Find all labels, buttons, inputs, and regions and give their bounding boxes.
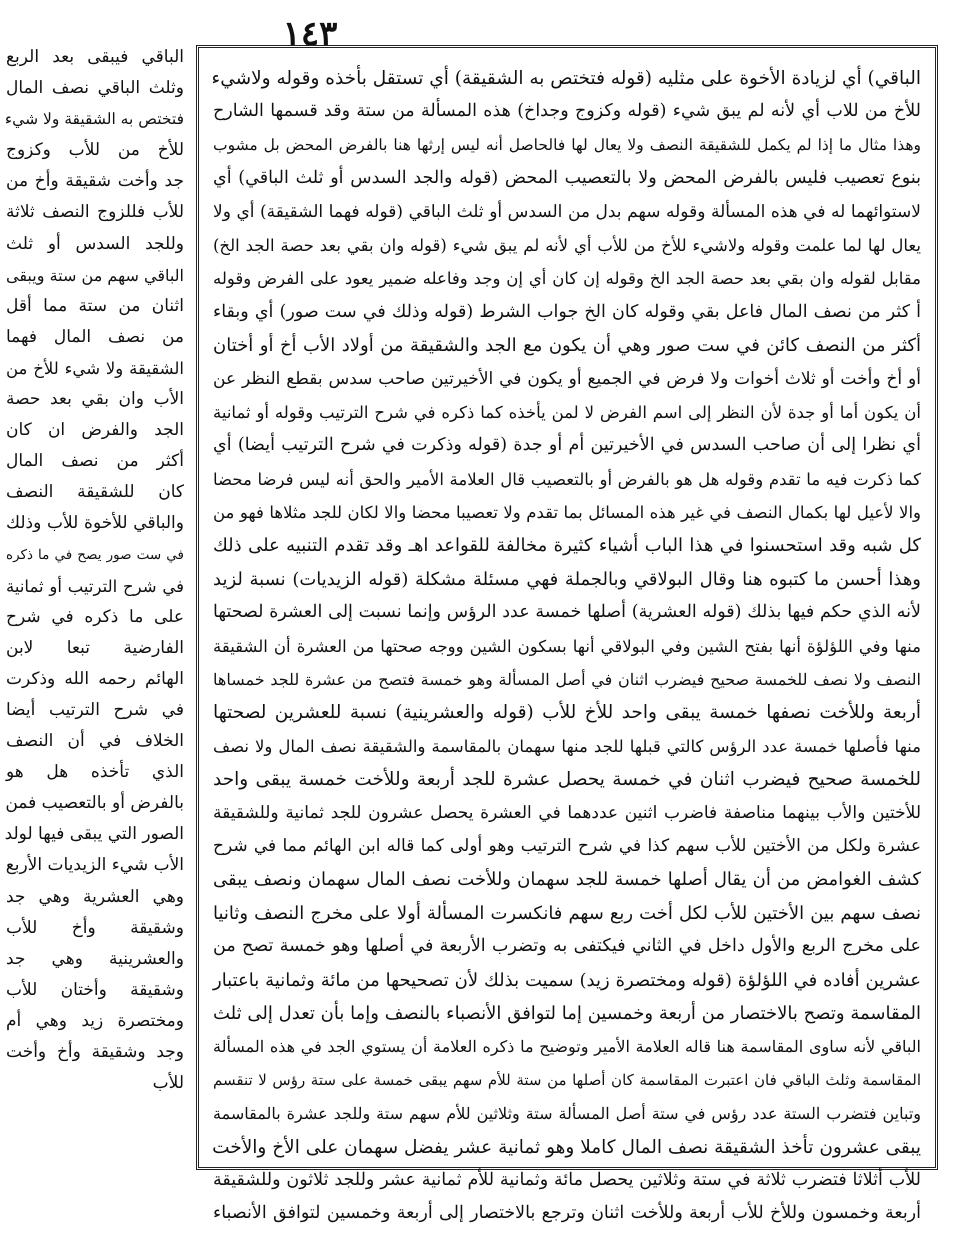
main-text-line: للأخ من للاب أي لأنه لم يبق شيء (قوله وكزوج وجداخ) هذه المسألة من ستة وقد قسمها الشارح [213, 101, 921, 122]
main-text-frame [196, 45, 938, 1224]
margin-text-line: بالفرض أو بالتعصيب فمن [5, 793, 184, 814]
main-text-line: على مخرج الربع والأول داخل في الثاني فيكتفى به وتضرب الأربعة في أصلها وهو خمسة تصح من [213, 936, 921, 957]
main-text-line: كل شبه وقد استحسنوا في هذا الباب أشياء كثيرة مخالفة للقواعد اهـ وقد تقدم التنبيه على ذلك [213, 535, 921, 557]
main-text-line: الباقي لأنه ساوى المقاسمة هنا قاله العلامة الأمير وتوضيح ما ذكره العلامة أن يستوي الجد في هذه المسألة [213, 1037, 921, 1057]
margin-text-line: والعشرينية وهي جد [6, 948, 184, 969]
margin-text-line: ومختصرة زيد وهي أم [6, 1010, 184, 1031]
main-text-line: المقاسمة وثلث الباقي فان اعتبرت المقاسمة كان أصلها من ستة للأم سهم يبقى خمسة على ستة رؤس لا تنقسم [213, 1070, 921, 1089]
main-text-line: مقابل لقوله وان بقي بعد حصة الجد الخ وقوله إن كان أي إن وجد وفاعله ضمير يعود على الفرض وقوله [213, 269, 921, 289]
margin-text-line: الأب وان بقي بعد حصة [6, 389, 184, 410]
margin-text-line: وثلث الباقي نصف المال [6, 78, 184, 99]
margin-text-line: الجد والفرض ان كان [6, 420, 184, 441]
main-text-line: وهذا أحسن ما كتبوه هنا وقال البولاقي وبالجملة فهي مسئلة مشكلة (قوله الزيديات) نسبة لزيد [213, 568, 921, 590]
margin-text-line: من نصف المال فهما [6, 326, 184, 347]
main-text-line: أي نظرا إلى أن صاحب السدس في الأخيرتين أم أو جدة (قوله وذكرت في شرح الترتيب أيضا) أي [213, 435, 921, 456]
main-text-line: عشرة ولكل من الأختين للأب سهم كذا في شرح الترتيب وهو أولى كما قاله ابن الهائم مما في شرح [213, 835, 921, 856]
margin-text-line: الفارضية تبعا لابن [6, 637, 184, 658]
margin-text-line: جد وأخت شقيقة وأخ من [6, 171, 184, 192]
margin-text-line: الهائم رحمه الله وذكرت [6, 668, 184, 689]
main-text-line: أكثر من النصف كائن في ست صور وهي أن يكون مع الجد والشقيقة من أولاد الأب أخ أو أختان [213, 335, 921, 357]
main-text-line: النصف ولا نصف للخمسة صحيح فيضرب اثنان في أصل المسألة وهو خمسة فتصح من عشرة للجد خمساها [213, 670, 921, 690]
margin-text-line: وهي العشرية وهي جد [6, 886, 184, 907]
margin-text-line: الشقيقة ولا شيء للأخ من [6, 358, 184, 378]
margin-text-line: للأخ من للأب وكزوج [6, 140, 184, 161]
margin-text-line: فتختص به الشقيقة ولا شيء [4, 110, 184, 129]
main-text-line: للخمسة صحيح فيضرب اثنان في خمسة يحصل عشرة للجد أربعة وللأخت خمسة يبقى واحد [213, 769, 921, 791]
margin-text-line: في شرح الترتيب أيضا [6, 699, 184, 720]
main-text-line: يعال لها لما علمت وقوله ولاشيء للأخ من للأب أي لأنه لم يبق شيء (قوله وان بقي بعد حصة الجد الخ) [213, 235, 921, 255]
margin-text-line: على ما ذكره في شرح [6, 606, 184, 627]
margin-text-line: الباقي سهم من ستة ويبقى [6, 265, 184, 285]
margin-text-line: وشقيقة وأختان للأب [6, 979, 184, 1000]
main-text-line: الباقي) أي لزيادة الأخوة على مثليه (قوله فتختص به الشقيقة) أي تستقل بأخذه وقوله ولاشيء [211, 68, 921, 89]
main-text-line: وتباين فتضرب الستة عدد رؤس في ستة أصل المسألة ستة وثلاثين للأم سهم ستة وللجد عشرة بالمقاسمة [213, 1104, 921, 1124]
margin-text-line: وجد وشقيقة وأخ وأخت [6, 1042, 184, 1062]
main-text-line: للأختين والأب بينهما مناصفة فاضرب اثنين عددهما في العشرة يحصل عشرون للجد ثمانية وللشقيقة [213, 802, 921, 823]
main-text-line: للأب أثلاثا فتضرب ثلاثة في ستة وثلاثين يحصل مائة وثمانية للأم ثمانية عشر وللجد ثلاثون وللشقيقة [213, 1169, 921, 1190]
main-text-line: والا لأعيل لها بكمال النصف في غير هذه المسائل بما تقدم ولا تعصيبا محضا والا لكان للجد مثلاها فهو من [213, 503, 921, 523]
main-text-line: عشرين أفاده في اللؤلؤة (قوله ومختصرة زيد) سميت بذلك لأن تصحيحها من مائة وثمانية باعتبار [213, 969, 921, 991]
margin-text-line: وللجد السدس أو ثلث [6, 233, 184, 254]
main-text-line: وهذا مثال ما إذا لم يكمل للشقيقة النصف ولا يعال لها فالحاصل أنه ليس إرثها هنا بالفرض المحض بل مشوب [213, 135, 921, 154]
main-text-line: أربعة وللأخت نصفها خمسة يبقى واحد للأخ للأب (قوله والعشرينية) نسبة للعشرين لصحتها [213, 702, 921, 724]
margin-text-line: الخلاف في أن النصف [6, 731, 184, 752]
margin-text-line: في شرح الترتيب أو ثمانية [6, 576, 184, 596]
main-text-line: أ كثر من نصف المال فاعل بقي وقوله كان الخ جواب الشرط (قوله وذلك في ست صور) أي وبقاء [213, 301, 921, 322]
main-text-line: يبقى عشرون تأخذ الشقيقة نصف المال كاملا وهو ثمانية عشر يفضل سهمان على الأخ والأخت [212, 1136, 921, 1158]
margin-text-line: الباقي فيبقى بعد الربع [6, 47, 184, 67]
main-text-line: كما ذكرت فيه ما تقدم وقوله هل هو بالفرض أو بالتعصيب قال العلامة الأمير والحق أنه ليس فرضا محضا [213, 469, 921, 489]
main-text-line: أو أخ وأخت أو ثلاث أخوات ولا فرض في الجميع أو يكون في الأخيرتين صاحب سدس بقطع النظر عن [213, 368, 921, 389]
main-text-line: أن يكون أما أو جدة لأن النظر إلى اسم الفرض لا لمن يأخذه كما ذكره في شرح الترتيب وقوله أو ثمانية [213, 402, 921, 422]
margin-text-line: والباقي للأخوة للأب وذلك [6, 513, 184, 534]
margin-text-line: اثنان من ستة مما أقل [6, 295, 184, 316]
margin-text-line: للأب [152, 1073, 184, 1094]
margin-text-line: الأب شيء الزيديات الأربع [5, 855, 184, 876]
margin-text-line: أكثر من نصف المال [6, 451, 184, 472]
main-text-line: أربعة وخمسون وللأخ للأب أربعة وللأخت اثنان وترجع بالاختصار إلى أربعة وخمسين لتوافق الأنصباء [213, 1203, 921, 1224]
main-text-line: المقاسمة وتصح بالاختصار من أربعة وخمسين إما لتوافق الأنصباء بالنصف وإما بأن تعدل إلى ثلث [213, 1002, 921, 1024]
page-number: ١٤٣ [282, 14, 338, 54]
main-text-line: منها فأصلها خمسة عدد الرؤس كالتي قبلها للجد منها سهمان بالمقاسمة والشقيقة نصف المال ولا نصف [213, 736, 921, 756]
margin-text-line: للأب فللزوج النصف ثلاثة [6, 202, 184, 223]
margin-text-line: كان للشقيقة النصف [6, 482, 184, 503]
main-text-line: لاستوائهما له في هذه المسألة وقوله سهم بدل من السدس أو ثلث الباقي (قوله فهما الشقيقة) أي ولا [213, 201, 921, 222]
main-text-line: لأنه الذي حكم فيها بذلك (قوله العشرية) أصلها خمسة عدد الرؤس وإنما نسبت إلى العشرة لصحتها [213, 602, 921, 623]
margin-text-line: الصور التي يبقى فيها لولد [4, 824, 184, 845]
main-text-line: منها وفي اللؤلؤة أنها بفتح الشين وفي البولاقي أنها بسكون الشين ووجه صحتها من العشرة أن الشقيقة [213, 636, 921, 656]
margin-text-line: في ست صور يصح في ما ذكره [6, 546, 184, 563]
margin-text-line: وشقيقة وأخ للأب [6, 917, 184, 938]
margin-commentary [6, 42, 184, 1132]
margin-text-line: الذي تأخذه هل هو [6, 762, 184, 783]
main-text-line: نصف سهم بين الأختين للأب لكل أخت ربع سهم فانكسرت المسألة أولا على مخرج النصف وثانيا [213, 902, 921, 924]
main-text-line: كشف الغوامض من أن يقال أصلها خمسة للجد سهمان وللأخت نصف المال سهمان ونصف يبقى [213, 869, 921, 891]
main-text-line: بنوع تعصيب فليس بالفرض المحض ولا بالتعصيب المحض (قوله والجد السدس أو ثلث الباقي) أي [213, 168, 921, 189]
